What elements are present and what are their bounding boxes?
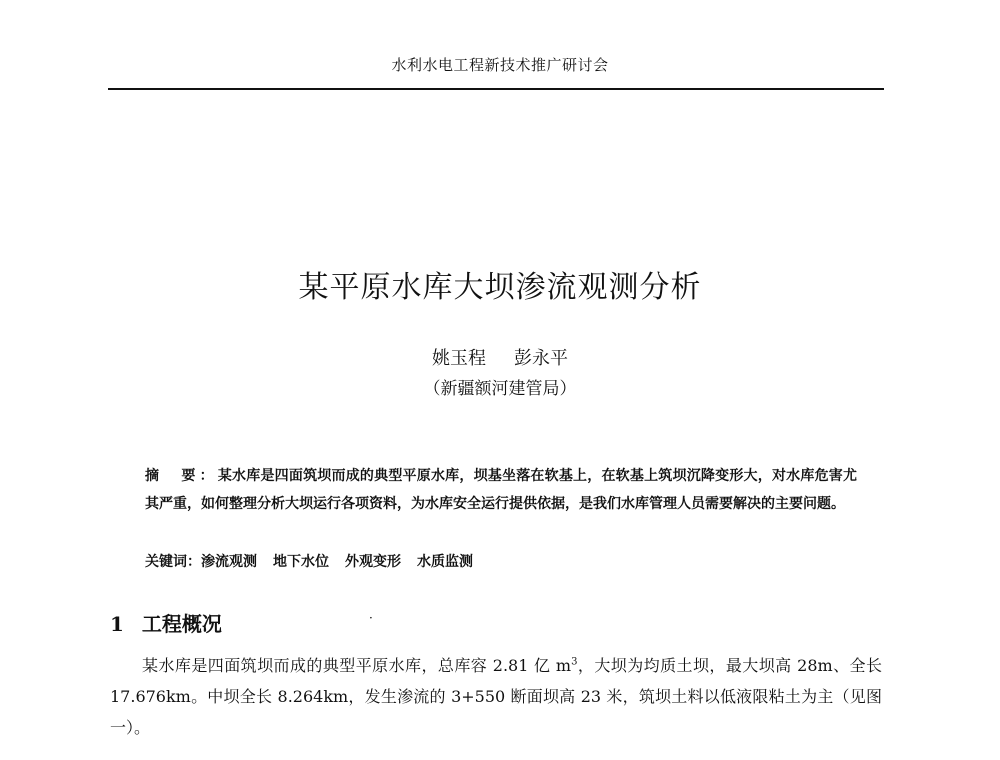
body-text-part: ，大坝为均质土坝，最大坝高 28m、全长 17.676km。中坝全长 8.264km，发生渗流的 3+550 断面坝高 23 米，筑坝土料以低液限粘土为主（见图一）。 <box>110 656 882 737</box>
body-paragraph <box>110 650 882 743</box>
header-rule <box>108 88 884 90</box>
running-header: 水利水电工程新技术推广研讨会 <box>391 56 609 74</box>
stray-mark: · <box>369 611 373 625</box>
author-name: 姚玉程 <box>432 348 486 369</box>
abstract-label: 摘 要： <box>145 468 218 484</box>
superscript: 3 <box>571 656 578 668</box>
keywords-label: 关键词： <box>145 554 201 570</box>
keyword-item: 外观变形 <box>345 554 401 570</box>
keyword-item: 渗流观测 <box>201 554 257 570</box>
author-name: 彭永平 <box>514 348 568 369</box>
keywords <box>145 548 857 576</box>
body-text-part: 某水库是四面筑坝而成的典型平原水库，总库容 2.81 亿 m <box>142 656 572 675</box>
section-number: 1 <box>110 612 124 636</box>
paper-title: 某平原水库大坝渗流观测分析 <box>298 270 702 305</box>
keyword-item: 地下水位 <box>273 554 329 570</box>
abstract <box>145 462 857 518</box>
section-title: 工程概况 <box>141 612 222 636</box>
author-list <box>0 344 1000 370</box>
section-heading <box>110 608 222 637</box>
abstract-text: 某水库是四面筑坝而成的典型平原水库，坝基坐落在软基上，在软基上筑坝沉降变形大，对水库危害尤其严重，如何整理分析大坝运行各项资料，为水库安全运行提供依据，是我们水库管理人员需要解决的主要问题。 <box>145 468 858 512</box>
author-affiliation: （新疆额河建管局） <box>423 379 577 399</box>
keyword-item: 水质监测 <box>417 554 473 570</box>
